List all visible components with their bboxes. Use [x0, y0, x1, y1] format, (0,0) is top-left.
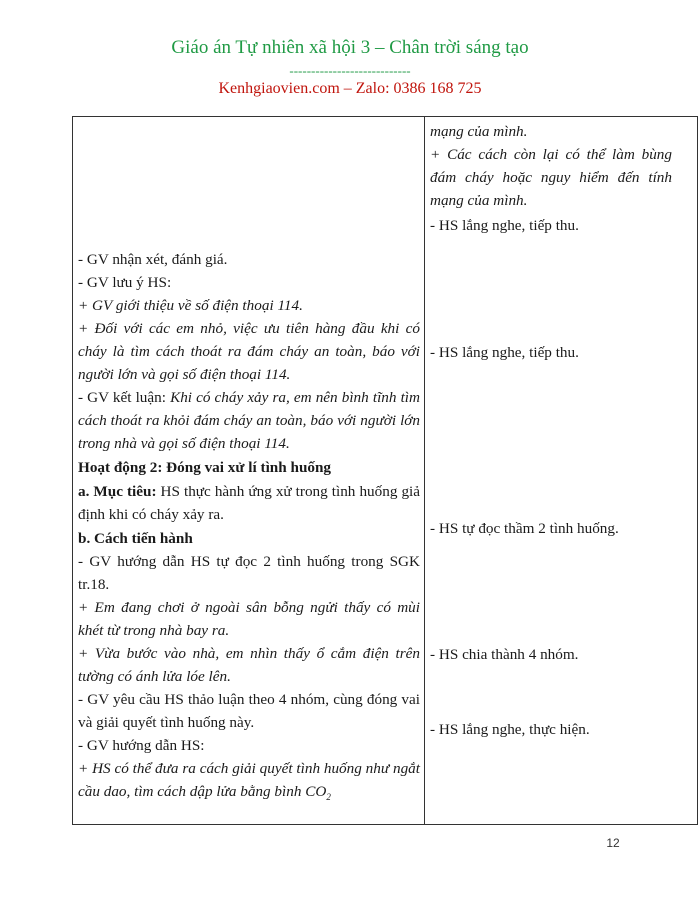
right-line-1: mạng của mình. — [430, 123, 528, 140]
objective-label: a. Mục tiêu: — [78, 483, 157, 500]
left-line-13: - GV hướng dẫn HS: — [78, 737, 205, 754]
right-cell-text — [430, 120, 672, 237]
column-divider — [424, 116, 425, 825]
right-line-6: - HS chia thành 4 nhóm. — [430, 646, 579, 663]
objective-text: HS thực hành ứng xử trong tình huống giả định khi có cháy xảy ra. — [78, 483, 420, 523]
left-line-7 — [78, 480, 420, 526]
left-line-1: - GV nhận xét, đánh giá. — [78, 251, 228, 268]
right-line-2: + Các cách còn lại có thể làm bùng đám cháy hoặc nguy hiểm đến tính mạng của mình. — [430, 146, 672, 209]
left-line-4: + Đối với các em nhỏ, việc ưu tiên hàng đầu khi có cháy là tìm cách thoát ra đám cháy an toàn, báo với người lớn và gọi số điện thoại 114. — [78, 320, 420, 383]
left-line-5-prefix: - GV kết luận: — [78, 389, 171, 406]
left-line-9: - GV hướng dẫn HS tự đọc 2 tình huống trong SGK tr.18. — [78, 553, 420, 593]
left-line-14-sub: 2 — [326, 792, 331, 803]
right-line-4-wrap — [430, 341, 672, 364]
left-line-11: + Vừa bước vào nhà, em nhìn thấy ổ cắm điện trên tường có ánh lửa lóe lên. — [78, 645, 420, 685]
method-heading: b. Cách tiến hành — [78, 530, 193, 547]
left-line-2: - GV lưu ý HS: — [78, 274, 172, 291]
page-header-title: Giáo án Tự nhiên xã hội 3 – Chân trời sáng tạo — [171, 37, 529, 58]
right-line-6-wrap — [430, 643, 672, 666]
left-cell-text — [78, 248, 420, 803]
right-line-7-wrap — [430, 718, 672, 741]
right-line-5: - HS tự đọc thầm 2 tình huống. — [430, 520, 619, 537]
page-number: 12 — [606, 836, 620, 850]
right-line-4: - HS lắng nghe, tiếp thu. — [430, 344, 579, 361]
header-separator: ---------------------------- — [289, 63, 411, 78]
left-line-3: + GV giới thiệu về số điện thoại 114. — [78, 297, 303, 314]
activity-heading: Hoạt động 2: Đóng vai xử lí tình huống — [78, 459, 332, 476]
header-contact: Kenhgiaovien.com – Zalo: 0386 168 725 — [218, 80, 482, 97]
left-line-5-italic: Khi có cháy xảy ra, em nên bình tĩnh tìm cách thoát ra khỏi đám cháy an toàn, báo với người lớn trong nhà và gọi số điện thoại 114. — [78, 389, 420, 452]
left-line-5 — [78, 386, 420, 455]
right-line-3: - HS lắng nghe, tiếp thu. — [430, 217, 579, 234]
left-line-14-main: + HS có thể đưa ra cách giải quyết tình huống như ngắt cầu dao, tìm cách dập lửa bằng bình CO — [78, 760, 420, 800]
left-line-10: + Em đang chơi ở ngoài sân bỗng ngửi thấy có mùi khét từ trong nhà bay ra. — [78, 599, 420, 639]
left-line-12: - GV yêu cầu HS thảo luận theo 4 nhóm, cùng đóng vai và giải quyết tình huống này. — [78, 691, 420, 731]
right-line-7: - HS lắng nghe, thực hiện. — [430, 721, 590, 738]
right-line-5-wrap — [430, 517, 672, 540]
left-line-14 — [78, 757, 420, 803]
